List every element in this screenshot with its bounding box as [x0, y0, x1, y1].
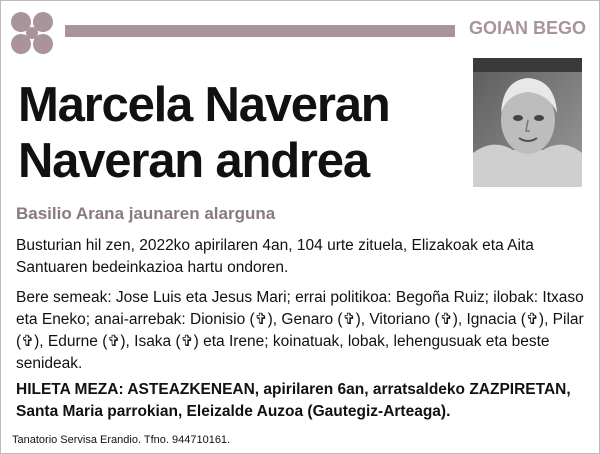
name-line-2: Naveran andrea: [18, 134, 369, 188]
funeral-mass-paragraph: HILETA MEZA: ASTEAZKENEAN, apirilaren 6an, arratsaldeko ZAZPIRETAN, Santa Maria parrokian, Eleizalde Auzoa (Gautegiz-Arteaga).: [16, 381, 571, 420]
lauburu-icon: [7, 8, 57, 58]
deceased-name: [18, 77, 458, 189]
portrait-image: [473, 58, 582, 187]
family-paragraph: Bere semeak: Jose Luis eta Jesus Mari; errai politikoa: Begoña Ruiz; ilobak: Itxaso eta Eneko; anai-arrebak: Dionisio (✞), Genaro (✞), Vitoriano (✞), Ignacia (✞), Pilar (✞), Edurne (✞), Isaka (✞) eta Irene; koinatuak, lobak, lehengusuak eta beste senideak.: [16, 289, 584, 372]
name-line-1: Marcela Naveran: [18, 78, 390, 132]
portrait-photo: [473, 58, 582, 187]
funeral-home-footer: Tanatorio Servisa Erandio. Tfno. 944710161.: [12, 434, 231, 446]
header-bar: [65, 25, 455, 37]
subtitle-spouse: Basilio Arana jaunaren alarguna: [16, 204, 276, 223]
death-notice-paragraph: Busturian hil zen, 2022ko apirilaren 4an, 104 urte zituela, Elizakoak eta Aita Santuaren bedeinkazioa hartu ondoren.: [16, 237, 534, 276]
header-label: GOIAN BEGO: [469, 18, 587, 38]
